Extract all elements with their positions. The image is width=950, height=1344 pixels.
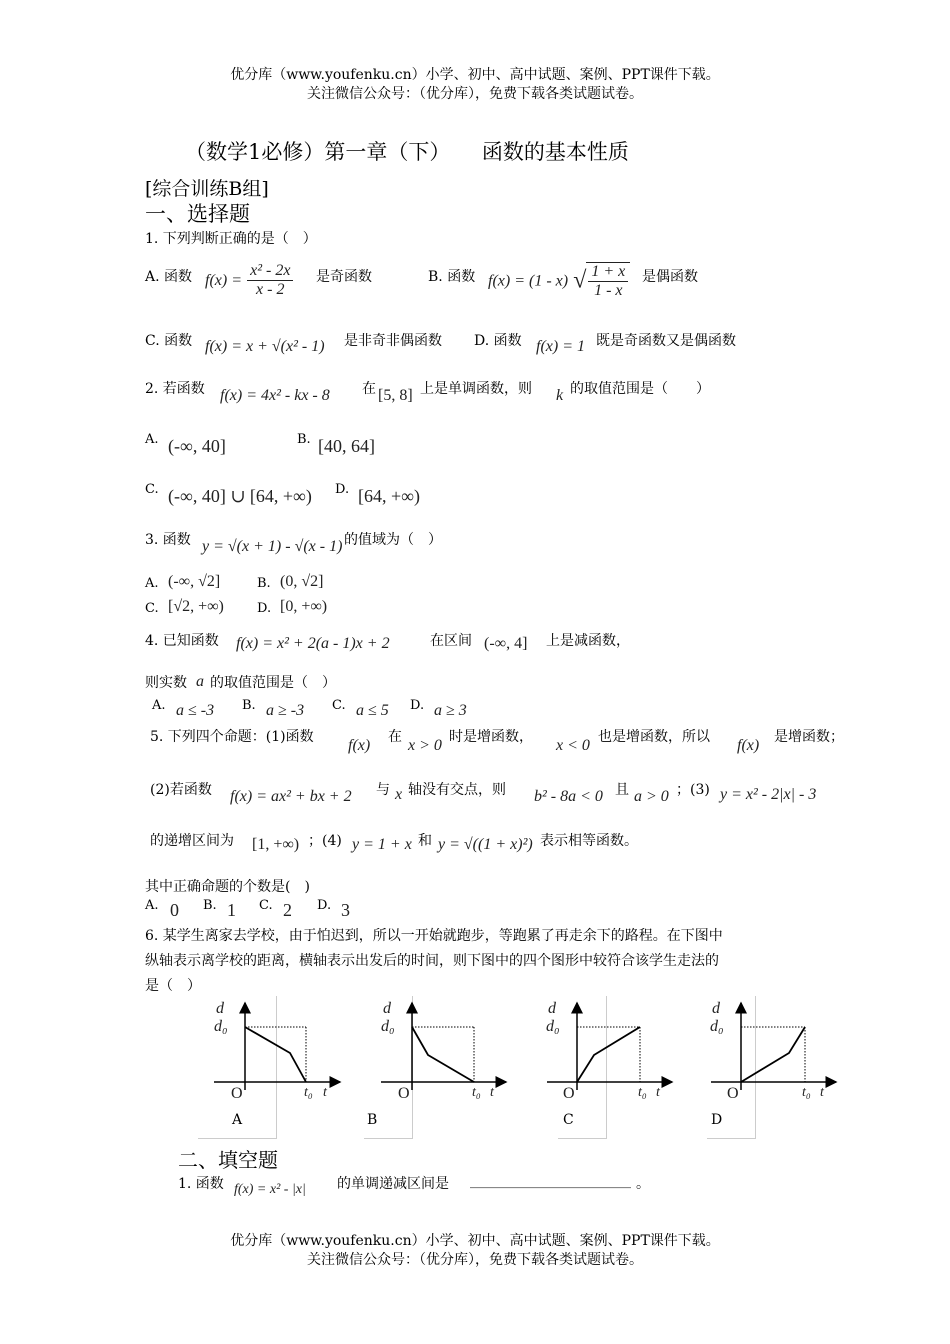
fill1-end: 。	[636, 1176, 650, 1192]
q6-line-1: 6. 某学生离家去学校，由于怕迟到，所以一开始就跑步，等跑累了再走余下的路程。在下图中	[145, 928, 723, 944]
q3-opt-a-label: A.	[145, 576, 159, 591]
q5-l1-c: 时是增函数，	[449, 729, 533, 745]
q3-opt-c: [√2, +∞)	[168, 598, 224, 615]
graph-b-label: B	[367, 1112, 378, 1128]
fill1-blank: _______________________	[470, 1173, 631, 1189]
graph-a	[214, 1003, 340, 1090]
q2-interval: [5, 8]	[378, 387, 413, 404]
graph-d-d0: d₀	[710, 1018, 724, 1035]
q1-option-a-label: A. 函数	[145, 269, 193, 285]
q5-l2-x: x	[395, 786, 403, 803]
q1-option-d-math: f(x) = 1	[536, 338, 585, 355]
q5-l3-a: 的递增区间为	[150, 833, 234, 849]
q1-option-c-label: C. 函数	[145, 333, 193, 349]
q5-question: 其中正确命题的个数是( )	[145, 879, 310, 895]
q1-option-b-label: B. 函数	[428, 269, 476, 285]
q4-line2-b: 的取值范围是（ ）	[210, 675, 336, 691]
header-line-2: 关注微信公众号：（优分库），免费下载各类试题试卷。	[307, 86, 643, 102]
graph-a-t0: t₀	[304, 1085, 313, 1100]
q3-opt-d: [0, +∞)	[280, 598, 328, 615]
q5-l3-int: [1, +∞)	[252, 836, 300, 853]
q1-stem: 1. 下列判断正确的是（ ）	[145, 231, 317, 247]
q2-opt-b: [40, 64]	[318, 436, 375, 456]
footer-line-1: 优分库（www.youfenku.cn）小学、初中、高中试题、案例、PPT课件下载。	[230, 1233, 720, 1249]
title-text: （数学1必修）第一章（下） 函数的基本性质	[185, 140, 629, 164]
q3-opt-b-label: B.	[257, 576, 271, 591]
q5-l1-f2: f(x)	[737, 737, 760, 754]
q4-opt-b: a ≥ -3	[266, 702, 305, 719]
footer-line-2: 关注微信公众号：（优分库），免费下载各类试题试卷。	[307, 1252, 643, 1268]
header-line-1: 优分库（www.youfenku.cn）小学、初中、高中试题、案例、PPT课件下载。	[230, 67, 720, 83]
q5-l2-y: y = x² - 2|x| - 3	[720, 786, 817, 803]
q2-opt-a-label: A.	[145, 432, 159, 447]
graph-b-t: t	[490, 1085, 494, 1100]
q5-l3-c: 和	[418, 833, 432, 849]
q5-opt-d: 3	[341, 900, 350, 920]
q5-l1-b: 在	[388, 729, 402, 745]
q1-a-lhs: f(x) =	[205, 272, 242, 289]
q6-line-2: 纵轴表示离学校的距离，横轴表示出发后的时间，则下图中的四个图形中较符合该学生走法的	[145, 953, 719, 969]
q1-a-num: x² - 2x	[247, 262, 293, 281]
section-1-heading: 一、选择题	[145, 202, 250, 226]
graph-d-label: D	[711, 1112, 723, 1128]
q1-option-d-label: D. 函数	[474, 333, 522, 349]
graph-c	[547, 1003, 672, 1090]
q5-l1-f: f(x)	[348, 737, 371, 754]
q2-k: k	[556, 387, 564, 404]
q4-stem-a: 4. 已知函数	[145, 633, 219, 649]
q4-opt-d-label: D.	[410, 698, 425, 713]
q5-l2-f: f(x) = ax² + bx + 2	[230, 788, 352, 805]
q5-l2-e: ；(3)	[676, 782, 710, 798]
q5-l1-x1: x < 0	[556, 737, 590, 754]
graph-d	[711, 1003, 836, 1090]
q3-opt-a: (-∞, √2]	[168, 573, 221, 590]
q5-l1-d: 也是增函数，所以	[598, 729, 710, 745]
graph-b-o: O	[398, 1085, 410, 1102]
q2-stem-b: 在	[362, 381, 376, 397]
graph-d-d: d	[712, 1000, 720, 1017]
q5-l2-a: (2)若函数	[150, 782, 212, 798]
fill1-stem-b: 的单调递减区间是	[337, 1176, 449, 1192]
fill1-stem-a: 1. 函数	[178, 1176, 224, 1192]
q4-line2-a: 则实数	[145, 675, 187, 691]
q4-stem-c: 上是减函数，	[546, 633, 630, 649]
q4-interval: (-∞, 4]	[484, 635, 528, 652]
graph-d-o: O	[727, 1085, 739, 1102]
q6-line-3: 是（ ）	[145, 978, 201, 994]
q5-l2-a0: a > 0	[634, 788, 669, 805]
q2-stem-a: 2. 若函数	[145, 381, 205, 397]
q5-l1-e: 是增函数；	[774, 729, 844, 745]
graph-b-d0: d₀	[381, 1018, 395, 1035]
fill1-function: f(x) = x² - |x|	[234, 1182, 306, 1197]
q5-l3-y1: y = 1 + x	[352, 836, 412, 853]
graph-a-t: t	[323, 1085, 327, 1100]
q2-opt-c-label: C.	[145, 482, 159, 497]
q1-b-lhs: f(x) = (1 - x)	[488, 272, 569, 290]
graph-c-d0: d₀	[546, 1018, 560, 1035]
q2-opt-a: (-∞, 40]	[168, 436, 226, 456]
graph-a-d0: d₀	[214, 1018, 228, 1035]
q1-option-b-math: f(x) = (1 - x) √ $\frac{1 + x}{1 - x}$	[488, 262, 630, 300]
q3-opt-b: (0, √2]	[280, 573, 324, 590]
q5-l1-a: 5. 下列四个命题：(1)函数	[150, 729, 314, 745]
q5-l2-b: 与	[376, 782, 390, 798]
q4-opt-d: a ≥ 3	[434, 702, 467, 719]
graph-b-t0: t₀	[472, 1085, 481, 1100]
q3-opt-c-label: C.	[145, 601, 159, 616]
q5-l2-d: 且	[615, 782, 629, 798]
q1-option-c-math: f(x) = x + √(x² - 1)	[205, 338, 325, 355]
graph-a-label: A	[232, 1112, 243, 1128]
q2-opt-c: (-∞, 40] ∪ [64, +∞)	[168, 486, 312, 506]
q5-l3-y2: y = √((1 + x)²)	[438, 836, 533, 853]
q5-opt-c-label: C.	[259, 898, 273, 913]
graph-c-o: O	[563, 1085, 575, 1102]
graph-d-t0: t₀	[802, 1085, 811, 1100]
q3-function: y = √(x + 1) - √(x - 1)	[202, 538, 343, 555]
q1-option-c-tail: 是非奇非偶函数	[344, 333, 442, 349]
q4-opt-a-label: A.	[152, 698, 166, 713]
q2-stem-d: 的取值范围是（ ）	[570, 381, 710, 397]
q4-opt-a: a ≤ -3	[176, 702, 215, 719]
q5-opt-b: 1	[227, 900, 236, 920]
section-2-heading: 二、填空题	[178, 1148, 278, 1172]
q5-opt-a: 0	[170, 900, 179, 920]
q2-opt-d-label: D.	[335, 482, 350, 497]
q4-opt-c: a ≤ 5	[356, 702, 389, 719]
graph-a-d: d	[216, 1000, 224, 1017]
graph-b-d: d	[383, 1000, 391, 1017]
q1-option-d-tail: 既是奇函数又是偶函数	[596, 333, 736, 349]
q2-function: f(x) = 4x² - kx - 8	[220, 387, 330, 404]
graph-b	[381, 1003, 506, 1090]
q5-l1-x0: x > 0	[408, 737, 442, 754]
q1-option-b-tail: 是偶函数	[642, 269, 698, 285]
q4-opt-c-label: C.	[332, 698, 346, 713]
q4-opt-b-label: B.	[242, 698, 256, 713]
q2-opt-b-label: B.	[297, 432, 311, 447]
graph-c-t: t	[656, 1085, 660, 1100]
q5-l2-c: 轴没有交点，则	[408, 782, 506, 798]
q2-opt-d: [64, +∞)	[358, 486, 420, 506]
q5-opt-c: 2	[283, 900, 292, 920]
graph-d-t: t	[820, 1085, 824, 1100]
q1-b-den: 1 - x	[594, 282, 623, 299]
q1-option-a-tail: 是奇函数	[316, 269, 372, 285]
q4-var-a: a	[196, 673, 204, 690]
q3-opt-d-label: D.	[257, 601, 272, 616]
q5-opt-a-label: A.	[145, 898, 159, 913]
graph-a-o: O	[231, 1085, 243, 1102]
q4-function: f(x) = x² + 2(a - 1)x + 2	[236, 635, 390, 652]
q1-b-num: 1 + x	[588, 263, 628, 282]
q5-l3-b: ；(4)	[308, 833, 342, 849]
q3-stem-a: 3. 函数	[145, 532, 191, 548]
q5-l3-d: 表示相等函数。	[540, 833, 638, 849]
q2-stem-c: 上是单调函数，则	[420, 381, 532, 397]
q5-l2-cond: b² - 8a < 0	[534, 788, 603, 805]
q4-stem-b: 在区间	[430, 633, 472, 649]
graph-c-label: C	[563, 1112, 574, 1128]
q5-opt-b-label: B.	[203, 898, 217, 913]
graph-c-d: d	[548, 1000, 556, 1017]
graph-c-t0: t₀	[638, 1085, 647, 1100]
subtitle: [综合训练B组]	[145, 178, 269, 200]
q5-opt-d-label: D.	[317, 898, 332, 913]
q3-stem-b: 的值域为（ ）	[344, 532, 442, 548]
q1-a-den: x - 2	[256, 281, 285, 298]
